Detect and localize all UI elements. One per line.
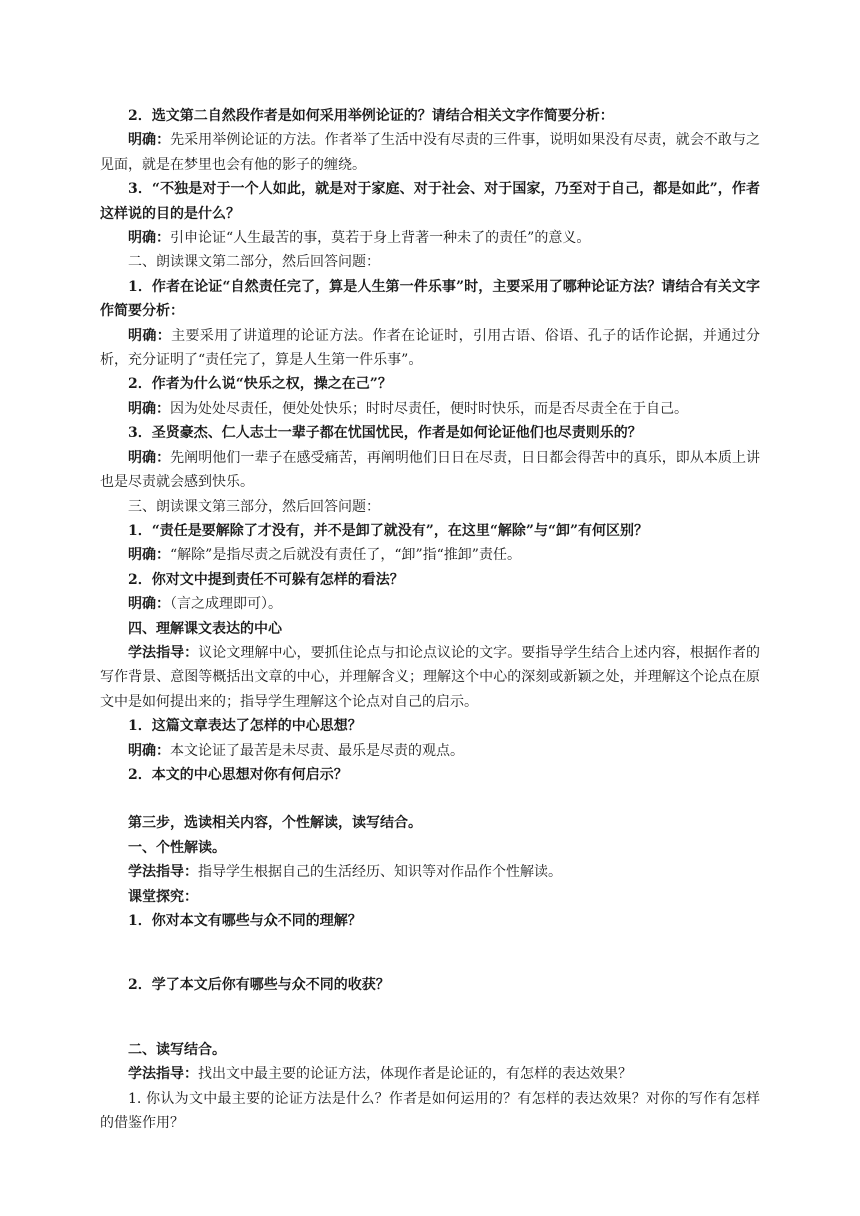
answer-paragraph <box>100 128 760 177</box>
answer-label: 明确： <box>128 596 170 613</box>
answer-label: 明确： <box>128 400 170 417</box>
answer-paragraph <box>100 860 760 884</box>
question-heading: 一、个性解读。 <box>128 839 226 856</box>
answer-text: “解除”是指尽责之后就没有责任了，“卸”指“推卸”责任。 <box>170 547 521 564</box>
question-heading: 3．圣贤豪杰、仁人志士一辈子都在忧国忧民，作者是如何论证他们也尽责则乐的？ <box>128 425 642 442</box>
question-heading: 二、读写结合。 <box>128 1041 226 1058</box>
question-heading: 1．你对本文有哪些与众不同的理解？ <box>128 913 362 929</box>
answer-paragraph <box>100 324 760 373</box>
answer-text: 因为处处尽责任，便处处快乐；时时尽责任，便时时快乐，而是否尽责全在于自己。 <box>170 400 688 417</box>
blank-space <box>100 998 760 1038</box>
blank-space <box>100 933 760 973</box>
answer-paragraph <box>100 739 760 763</box>
question-heading: 1．作者在论证“自然责任完了，算是人生第一件乐事”时，主要采用了哪种论证方法？请结合有关文字作简要分析： <box>100 278 760 320</box>
document-body <box>100 104 760 1135</box>
question-heading: 2．学了本文后你有哪些与众不同的收获？ <box>128 977 390 994</box>
question-heading: 1．“责任是要解除了才没有，并不是卸了就没有”，在这里“解除”与“卸”有何区别？ <box>128 522 649 539</box>
answer-label: 明确： <box>128 449 171 466</box>
answer-label: 明确： <box>128 230 170 247</box>
answer-paragraph <box>100 397 760 421</box>
answer-paragraph <box>100 641 760 714</box>
question-heading: 2．你对文中提到责任不可躲有怎样的看法？ <box>128 571 404 588</box>
answer-paragraph <box>100 446 760 495</box>
answer-text: 先采用举例论证的方法。作者举了生活中没有尽责的三件事，说明如果没有尽责，就会不敢与之见面，就是在梦里也会有他的影子的缠绕。 <box>100 132 761 173</box>
answer-label: 学法指导： <box>128 1066 198 1083</box>
answer-paragraph <box>100 592 760 616</box>
text-paragraph: 二、朗读课文第二部分，然后回答问题： <box>128 254 380 271</box>
answer-text: （言之成理即可）。 <box>170 596 282 613</box>
answer-text: 主要采用了讲道理的论证方法。作者在论证时，引用古语、俗语、孔子的话作论据，并通过分析，充分证明了“责任完了，算是人生第一件乐事”。 <box>100 327 761 369</box>
answer-label: 学法指导： <box>128 644 199 661</box>
text-paragraph: 三、朗读课文第三部分，然后回答问题： <box>128 498 380 515</box>
answer-text: 先阐明他们一辈子在感受痛苦，再阐明他们日日在尽责，日日都会得苦中的真乐，即从本质上讲也是尽责就会感到快乐。 <box>100 449 761 491</box>
question-heading: 1．这篇文章表达了怎样的中心思想？ <box>128 718 362 735</box>
question-heading: 3．“不独是对于一个人如此，就是对于家庭、对于社会、对于国家，乃至对于自己，都是如此”，作者这样说的目的是什么？ <box>100 181 760 222</box>
answer-label: 明确： <box>128 327 172 344</box>
question-heading: 课堂探究： <box>128 888 198 905</box>
answer-text: 议论文理解中心，要抓住论点与扣论点议论的文字。要指导学生结合上述内容，根据作者的写作背景、意图等概括出文章的中心，并理解含义；理解这个中心的深刻或新颖之处，并理解这个论点在原文中是如何提出来的；指导学生理解这个论点对自己的启示。 <box>100 644 761 710</box>
answer-label: 学法指导： <box>128 864 198 881</box>
blank-space <box>100 787 760 811</box>
answer-text: 本文论证了最苦是未尽责、最乐是尽责的观点。 <box>170 742 464 759</box>
answer-paragraph <box>100 1062 760 1086</box>
answer-paragraph <box>100 226 760 250</box>
answer-label: 明确： <box>128 132 171 149</box>
question-heading: 第三步，选读相关内容，个性解读，读写结合。 <box>128 815 422 832</box>
text-paragraph: 1. 你认为文中最主要的论证方法是什么？作者是如何运用的？有怎样的表达效果？对你的写作有怎样的借鉴作用？ <box>100 1090 760 1132</box>
answer-label: 明确： <box>128 547 170 564</box>
answer-paragraph <box>100 543 760 567</box>
answer-text: 指导学生根据自己的生活经历、知识等对作品作个性解读。 <box>198 864 562 881</box>
answer-text: 找出文中最主要的论证方法，体现作者是论证的，有怎样的表达效果？ <box>198 1066 632 1083</box>
question-heading: 四、理解课文表达的中心 <box>128 620 282 637</box>
question-heading: 2．选文第二自然段作者是如何采用举例论证的？请结合相关文字作简要分析： <box>128 108 614 124</box>
answer-text: 引申论证“人生最苦的事，莫若于身上背著一种未了的责任”的意义。 <box>170 230 591 247</box>
question-heading: 2．本文的中心思想对你有何启示？ <box>128 766 348 783</box>
question-heading: 2．作者为什么说“快乐之权，操之在己”？ <box>128 376 392 393</box>
answer-label: 明确： <box>128 742 170 759</box>
